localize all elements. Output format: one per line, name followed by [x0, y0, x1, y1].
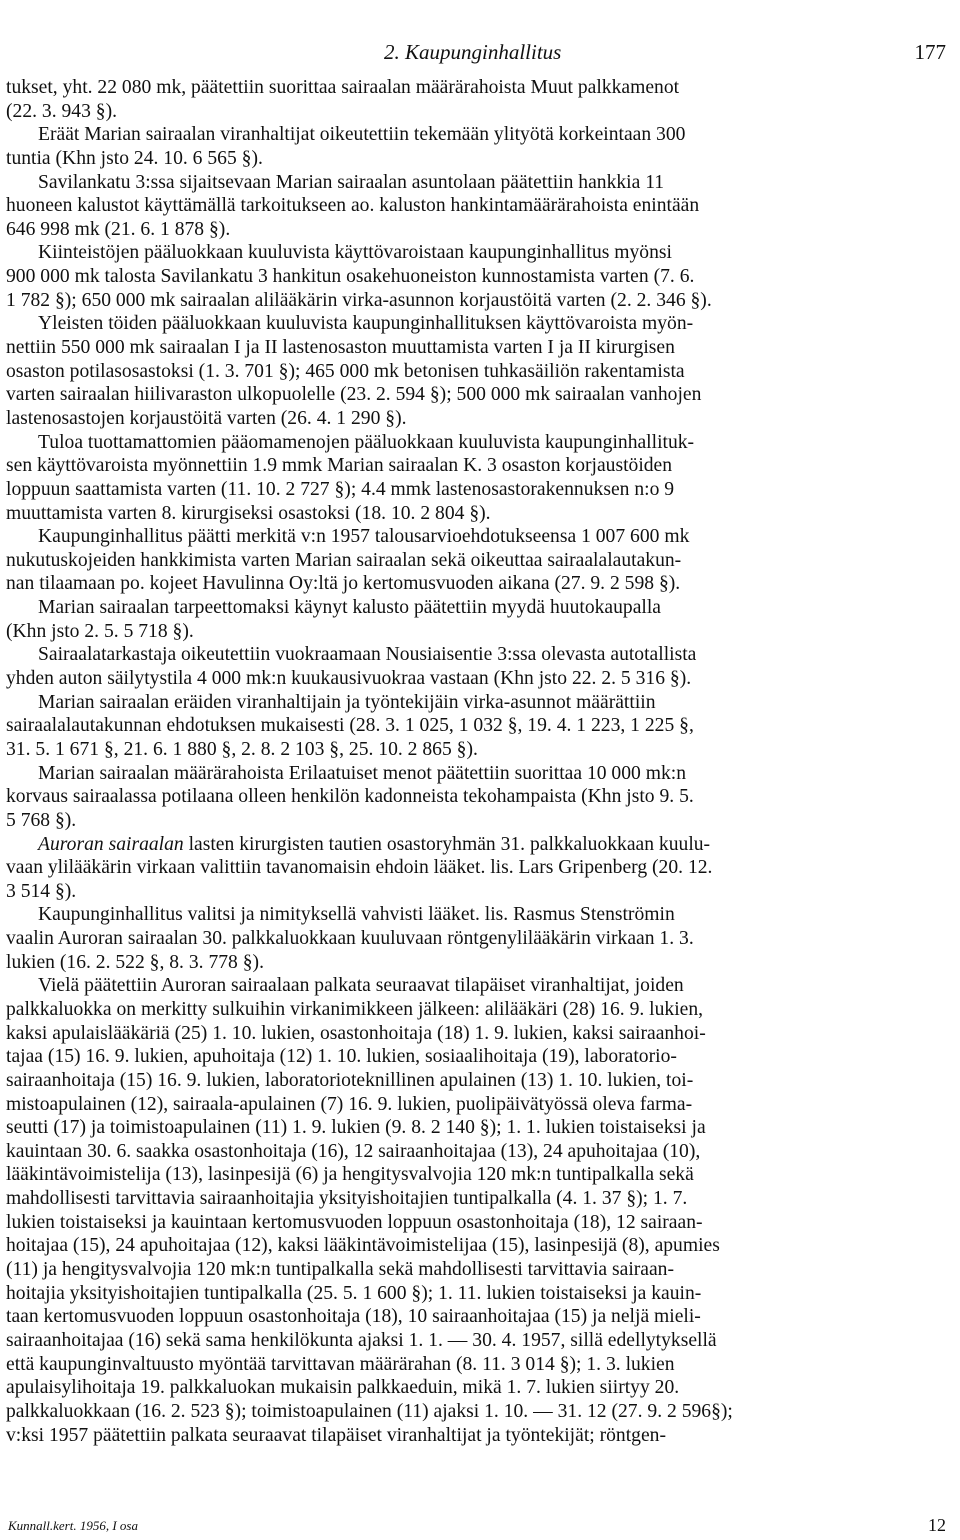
text-line: Vielä päätettiin Auroran sairaalaan palkata seuraavat tilapäiset viranhaltijat, joiden — [38, 975, 684, 997]
text-line: 5 768 §). — [6, 809, 77, 831]
text-line: lukien (16. 2. 522 §, 8. 3. 778 §). — [6, 951, 264, 973]
text-line: sairaanhoitajaa (16) sekä sama henkilökunta ajaksi 1. 1. — 30. 4. 1957, sillä edellytyksellä — [6, 1329, 717, 1351]
page-footer — [0, 1515, 960, 1538]
text-line-rest: lasten kirurgisten tautien osastoryhmän 31. palkkaluokkaan kuulu- — [183, 833, 711, 855]
text-line: taan kertomusvuoden loppuun osastonhoitaja (18), 10 sairaanhoitajaa (15) ja neljä mieli- — [6, 1306, 701, 1328]
text-line: yhden auton säilytystila 4 000 mk:n kuukausivuokraa vastaan (Khn jsto 22. 2. 5 316 §). — [6, 668, 692, 690]
text-line: vaan ylilääkärin virkaan valittiin tavanomaisin ehdoin lääket. lis. Lars Gripenberg (20. 12. — [6, 857, 713, 879]
text-line: nukutuskojeiden hankkimista varten Marian sairaalan sekä oikeuttaa sairaalalautakun- — [6, 549, 682, 571]
text-line: Tuloa tuottamattomien pääomamenojen pääluokkaan kuuluvista kaupunginhallituk- — [38, 431, 695, 453]
text-line: apulaisylihoitaja 19. palkkaluokan mukaisin palkkaeduin, mikä 1. 7. lukien siirtyy 20. — [6, 1377, 680, 1399]
text-line: palkkaluokka on merkitty sulkuihin virkanimikkeen jälkeen: alilääkäri (28) 16. 9. lukien, — [6, 998, 704, 1020]
text-line: (11) ja hengitysvalvojia 120 mk:n tuntipalkalla sekä mahdollisesti tarvittavia sairaan- — [6, 1259, 675, 1281]
text-line: lastenosastojen korjaustöitä varten (26. 4. 1 290 §). — [6, 407, 407, 429]
text-line: Savilankatu 3:ssa sijaitsevaan Marian sairaalan asuntolaan päätettiin hankkia 11 — [38, 171, 665, 193]
italic-phrase: Auroran sairaalan — [38, 833, 184, 855]
text-line: palkkaluokkaan (16. 2. 523 §); toimistoapulainen (11) ajaksi 1. 10. — 31. 12 (27. 9. 2 596§); — [6, 1400, 733, 1422]
text-line: loppuun saattamista varten (11. 10. 2 727 §); 4.4 mmk lastenosastorakennuksen n:o 9 — [6, 478, 675, 500]
text-line: nettiin 550 000 mk sairaalan I ja II lastenosaston muuttamista varten I ja II kirurgisen — [6, 337, 675, 359]
text-line: 1 782 §); 650 000 mk sairaalan alilääkärin virka-asunnon korjaustöitä varten (2. 2. 346 §). — [6, 289, 712, 311]
text-line: tukset, yht. 22 080 mk, päätettiin suorittaa sairaalan määrärahoista Muut palkkamenot — [6, 77, 680, 98]
text-line: sairaanhoitaja (15) 16. 9. lukien, laboratorioteknillinen apulainen (13) 1. 10. lukien, toi- — [6, 1069, 694, 1091]
running-title: 2. Kaupunginhallitus — [384, 40, 562, 64]
text-line: (Khn jsto 2. 5. 5 718 §). — [6, 620, 194, 642]
page-number: 177 — [914, 40, 946, 64]
text-line-italic-lead — [6, 833, 950, 857]
text-line: vaalin Auroran sairaalan 30. palkkaluokkaan kuuluvaan röntgenylilääkärin virkaan 1. 3. — [6, 928, 694, 950]
text-line: Kaupunginhallitus valitsi ja nimityksellä vahvisti lääket. lis. Rasmus Stenströmin — [38, 904, 675, 926]
text-line: Marian sairaalan tarpeettomaksi käynyt kalusto päätettiin myydä huutokaupalla — [38, 597, 661, 619]
text-line: korvaus sairaalassa potilaana olleen henkilön kadonneista tekohampaista (Khn jsto 9. 5. — [6, 786, 694, 808]
text-line: lukien toistaiseksi ja kauintaan kertomusvuoden loppuun osastonhoitaja (18), 12 sairaan- — [6, 1211, 703, 1233]
text-line: sairaalalautakunnan ehdotuksen mukaisesti (28. 3. 1 025, 1 032 §, 19. 4. 1 223, 1 225 §, — [6, 715, 694, 737]
text-line: huoneen kalustot käyttämällä tarkoitukseen ao. kaluston hankintamäärärahoista enintään — [6, 195, 700, 217]
footer-sheet-number: 12 — [928, 1515, 946, 1535]
text-line: mistoapulainen (12), sairaala-apulainen (7) 16. 9. lukien, puolipäivätyössä oleva farma- — [6, 1093, 693, 1115]
text-line: 646 998 mk (21. 6. 1 878 §). — [6, 218, 231, 240]
text-line: Marian sairaalan määrärahoista Erilaatuiset menot päätettiin suorittaa 10 000 mk:n — [38, 762, 687, 784]
page-header — [0, 40, 960, 70]
text-line: (22. 3. 943 §). — [6, 100, 118, 122]
text-line: kauintaan 30. 6. saakka osastonhoitaja (16), 12 sairaanhoitajaa (13), 24 apuhoitajaa (10), — [6, 1140, 701, 1162]
text-line: tajaa (15) 16. 9. lukien, apuhoitaja (12) 1. 10. lukien, sosiaalihoitaja (19), laboratorio- — [6, 1046, 677, 1068]
text-line: Kaupunginhallitus päätti merkitä v:n 1957 talousarvioehdotukseensa 1 007 600 mk — [38, 526, 690, 548]
text-line: 3 514 §). — [6, 880, 77, 902]
text-line: että kaupunginvaltuusto myöntää tarvittavan määrärahan (8. 11. 3 014 §); 1. 3. lukien — [6, 1353, 675, 1375]
text-line: Kiinteistöjen pääluokkaan kuuluvista käyttövaroistaan kaupunginhallitus myönsi — [38, 242, 672, 264]
text-line: mahdollisesti tarvittavia sairaanhoitajia yksityishoitajien tuntipalkalla (4. 1. 37 §); 1. 7. — [6, 1188, 688, 1210]
text-line: kaksi apulaislääkäriä (25) 1. 10. lukien, osastonhoitaja (18) 1. 9. lukien, kaksi sairaanhoi- — [6, 1022, 706, 1044]
text-line: osaston potilasosastoksi (1. 3. 701 §); 465 000 mk betonisen tuhkasäiliön rakentamista — [6, 360, 685, 382]
text-line: v:ksi 1957 päätettiin palkata seuraavat tilapäiset viranhaltijat ja työntekijät; röntgen- — [6, 1424, 666, 1446]
text-line: Eräät Marian sairaalan viranhaltijat oikeutettiin tekemään ylityötä korkeintaan 300 — [38, 124, 686, 146]
text-line: tuntia (Khn jsto 24. 10. 6 565 §). — [6, 147, 263, 169]
text-line: nan tilaamaan po. kojeet Havulinna Oy:ltä jo kertomusvuoden aikana (27. 9. 2 598 §). — [6, 573, 681, 595]
footer-note: Kunnall.kert. 1956, I osa — [8, 1518, 138, 1533]
body-text — [6, 76, 950, 1471]
text-line: seutti (17) ja toimistoapulainen (11) 1. 9. lukien (9. 8. 2 140 §); 1. 1. lukien toistaiseksi ja — [6, 1117, 706, 1139]
text-line: hoitajaa (15), 24 apuhoitajaa (12), kaksi lääkintävoimistelijaa (15), lasinpesijä (8), apumies — [6, 1235, 720, 1257]
text-line: hoitajia yksityishoitajien tuntipalkalla (25. 5. 1 600 §); 1. 11. lukien toistaiseksi ja kauin- — [6, 1282, 702, 1304]
text-line: 31. 5. 1 671 §, 21. 6. 1 880 §, 2. 8. 2 103 §, 25. 10. 2 865 §). — [6, 738, 478, 760]
text-line: Marian sairaalan eräiden viranhaltijain ja työntekijäin virka-asunnot määrättiin — [38, 691, 656, 713]
text-line: varten sairaalan hiilivaraston ulkopuolelle (23. 2. 594 §); 500 000 mk sairaalan vanhojen — [6, 384, 702, 406]
text-line: Yleisten töiden pääluokkaan kuuluvista kaupunginhallituksen käyttövaroista myön- — [38, 313, 694, 335]
text-line: lääkintävoimistelija (13), lasinpesijä (6) ja hengitysvalvojia 120 mk:n tuntipalkalla sekä — [6, 1164, 694, 1186]
text-line: Sairaalatarkastaja oikeutettiin vuokraamaan Nousiaisentie 3:ssa olevasta autotallista — [38, 644, 697, 666]
text-line: sen käyttövaroista myönnettiin 1.9 mmk Marian sairaalan K. 3 osaston korjaustöiden — [6, 455, 673, 477]
text-line: muuttamista varten 8. kirurgiseksi osastoksi (18. 10. 2 804 §). — [6, 502, 491, 524]
text-line: 900 000 mk talosta Savilankatu 3 hankitun osakehuoneiston kunnostamista varten (7. 6. — [6, 266, 695, 288]
text-line — [6, 1447, 950, 1471]
